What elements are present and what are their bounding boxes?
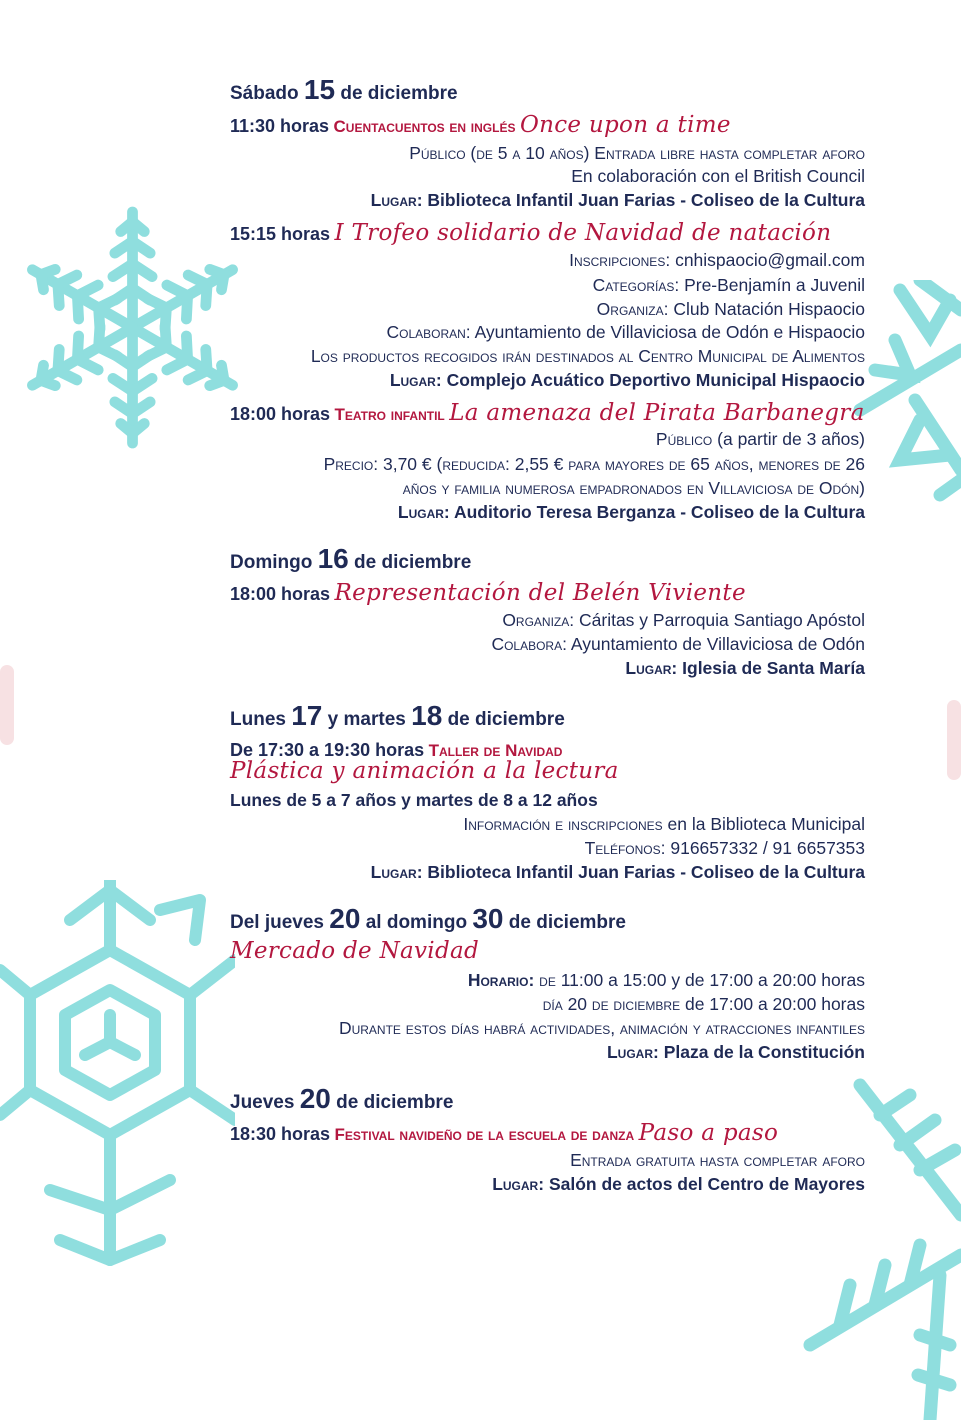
day-heading [230,903,626,935]
edge-decoration [947,700,961,780]
month-label: de diciembre [354,552,472,573]
day-label: Lunes [230,709,286,730]
event-detail [543,994,865,1015]
day-number: 17 [291,700,323,731]
event-detail [569,250,865,271]
day-number: 18 [411,700,443,731]
event-detail [468,970,865,991]
event-category: Taller de Navidad [428,741,563,760]
event-detail: Los productos recogidos irán destinados al Centro Municipal de Alimentos [310,346,865,366]
event-detail [386,322,865,343]
event-detail [463,814,865,835]
event-venue [625,658,865,679]
detail-value: Ayuntamiento de Villaviciosa de Odón [570,634,865,654]
event-category: Teatro infantil [334,405,445,424]
detail-key: Organiza: [502,610,575,630]
detail-value: de [684,970,705,990]
detail-key: Información e inscripciones [463,814,663,834]
venue-name: Plaza de la Constitución [663,1042,865,1062]
day-label: y martes [327,709,406,730]
event-detail [593,275,865,296]
detail-key: día 20 de diciembre [542,994,681,1014]
venue-name: Iglesia de Santa María [682,658,865,678]
venue-name: Auditorio Teresa Berganza - Coliseo de la Cultura [453,502,865,522]
day-heading [230,543,471,575]
month-label: de diciembre [340,83,458,104]
event-venue [371,190,865,211]
day-heading [230,74,458,106]
day-number: 20 [299,1083,331,1114]
detail-key: Colaboran: [386,322,471,342]
venue-label: Lugar: [492,1174,545,1194]
day-label: Del jueves [230,912,324,933]
event-detail [585,838,865,859]
day-number: 20 [329,903,361,934]
event-detail [502,610,865,631]
event-venue [492,1174,865,1195]
edge-decoration [0,665,14,745]
event-heading [230,580,865,606]
event-detail: años y familia numerosa empadronados en Villaviciosa de Odón) [402,478,865,498]
event-time: 18:00 horas [230,404,331,424]
detail-value: cnhispaocio@gmail.com [675,250,865,270]
venue-label: Lugar: [370,190,423,210]
event-detail [491,634,865,655]
venue-label: Lugar: [606,1042,659,1062]
venue-label: Lugar: [397,502,450,522]
detail-key: Colabora: [491,634,567,654]
event-time: 11:30 horas [230,116,330,136]
month-label: de diciembre [508,912,626,933]
detail-value: (a partir de 3 años) [717,429,865,449]
detail-value: Ayuntamiento de Villaviciosa de Odón e Hispaocio [474,322,865,342]
day-number: 16 [317,543,349,574]
detail-value: de 17:00 a 20:00 horas [684,994,865,1014]
detail-value: y [671,970,681,990]
event-time: De 17:30 a 19:30 horas [230,740,425,760]
detail-key: Horario: [467,970,535,990]
detail-value: 11:00 a 15:00 [560,970,667,990]
detail-value: en la Biblioteca Municipal [667,814,865,834]
detail-key: Público [655,429,713,449]
event-detail [656,429,865,450]
event-heading [230,400,865,426]
event-title: Paso a paso [638,1120,779,1146]
day-label: Jueves [230,1092,295,1113]
event-category: Festival navideño de la escuela de danza [334,1125,635,1144]
snowflake-icon [0,880,235,1300]
venue-name: Biblioteca Infantil Juan Farias - Coliseo de la Cultura [427,862,865,882]
event-venue [371,862,865,883]
month-label: de diciembre [336,1092,454,1113]
day-heading [230,1083,453,1115]
snowflake-icon [15,200,250,455]
detail-key: Inscripciones: [569,250,671,270]
detail-key: Teléfonos: [584,838,666,858]
event-heading [230,112,865,138]
venue-label: Lugar: [389,370,442,390]
day-label: Sábado [230,83,299,104]
detail-value: Club Natación Hispaocio [673,299,865,319]
event-title: I Trofeo solidario de Navidad de natación [334,220,832,246]
venue-label: Lugar: [370,862,423,882]
event-title: Mercado de Navidad [230,938,480,964]
event-category: Cuentacuentos en inglés [333,117,516,136]
detail-value: Pre-Benjamín a Juvenil [684,275,865,295]
event-heading [230,1120,865,1146]
event-venue [398,502,865,523]
event-heading [230,220,865,246]
event-title: La amenaza del Pirata Barbanegra [449,400,865,426]
venue-name: Biblioteca Infantil Juan Farias - Coliseo de la Cultura [427,190,865,210]
event-time: 15:15 horas [230,224,331,244]
day-number: 15 [303,74,336,105]
day-number: 30 [472,903,504,934]
event-detail: Entrada gratuita hasta completar aforo [570,1150,865,1170]
event-venue [390,370,865,391]
day-heading [230,700,565,732]
detail-value: de [539,970,556,990]
event-title: Representación del Belén Viviente [334,580,746,606]
event-title: Once upon a time [519,112,731,138]
venue-name: Complejo Acuático Deportivo Municipal Hispaocio [446,370,865,390]
event-venue [607,1042,865,1063]
detail-value: 17:00 a 20:00 horas [709,970,865,990]
venue-label: Lugar: [625,658,678,678]
month-label: de diciembre [447,709,565,730]
venue-name: Salón de actos del Centro de Mayores [548,1174,865,1194]
detail-value: 916657332 / 91 6657353 [670,838,865,858]
detail-value: Cáritas y Parroquia Santiago Apóstol [579,610,865,630]
event-detail: En colaboración con el British Council [571,166,865,186]
event-time: 18:00 horas [230,584,331,604]
day-label: al domingo [365,912,468,933]
day-label: Domingo [230,552,313,573]
event-detail: Público (de 5 a 10 años) Entrada libre hasta completar aforo [409,143,865,163]
detail-key: Categorías: [592,275,680,295]
event-detail: Precio: 3,70 € (reducida: 2,55 € para mayores de 65 años, menores de 26 [323,454,865,474]
event-time: 18:30 horas [230,1124,331,1144]
event-detail: Durante estos días habrá actividades, animación y atracciones infantiles [338,1018,865,1038]
event-detail [597,299,865,320]
detail-key: Organiza: [596,299,669,319]
event-ages: Lunes de 5 a 7 años y martes de 8 a 12 años [230,790,598,810]
event-title: Plástica y animación a la lectura [230,758,619,784]
